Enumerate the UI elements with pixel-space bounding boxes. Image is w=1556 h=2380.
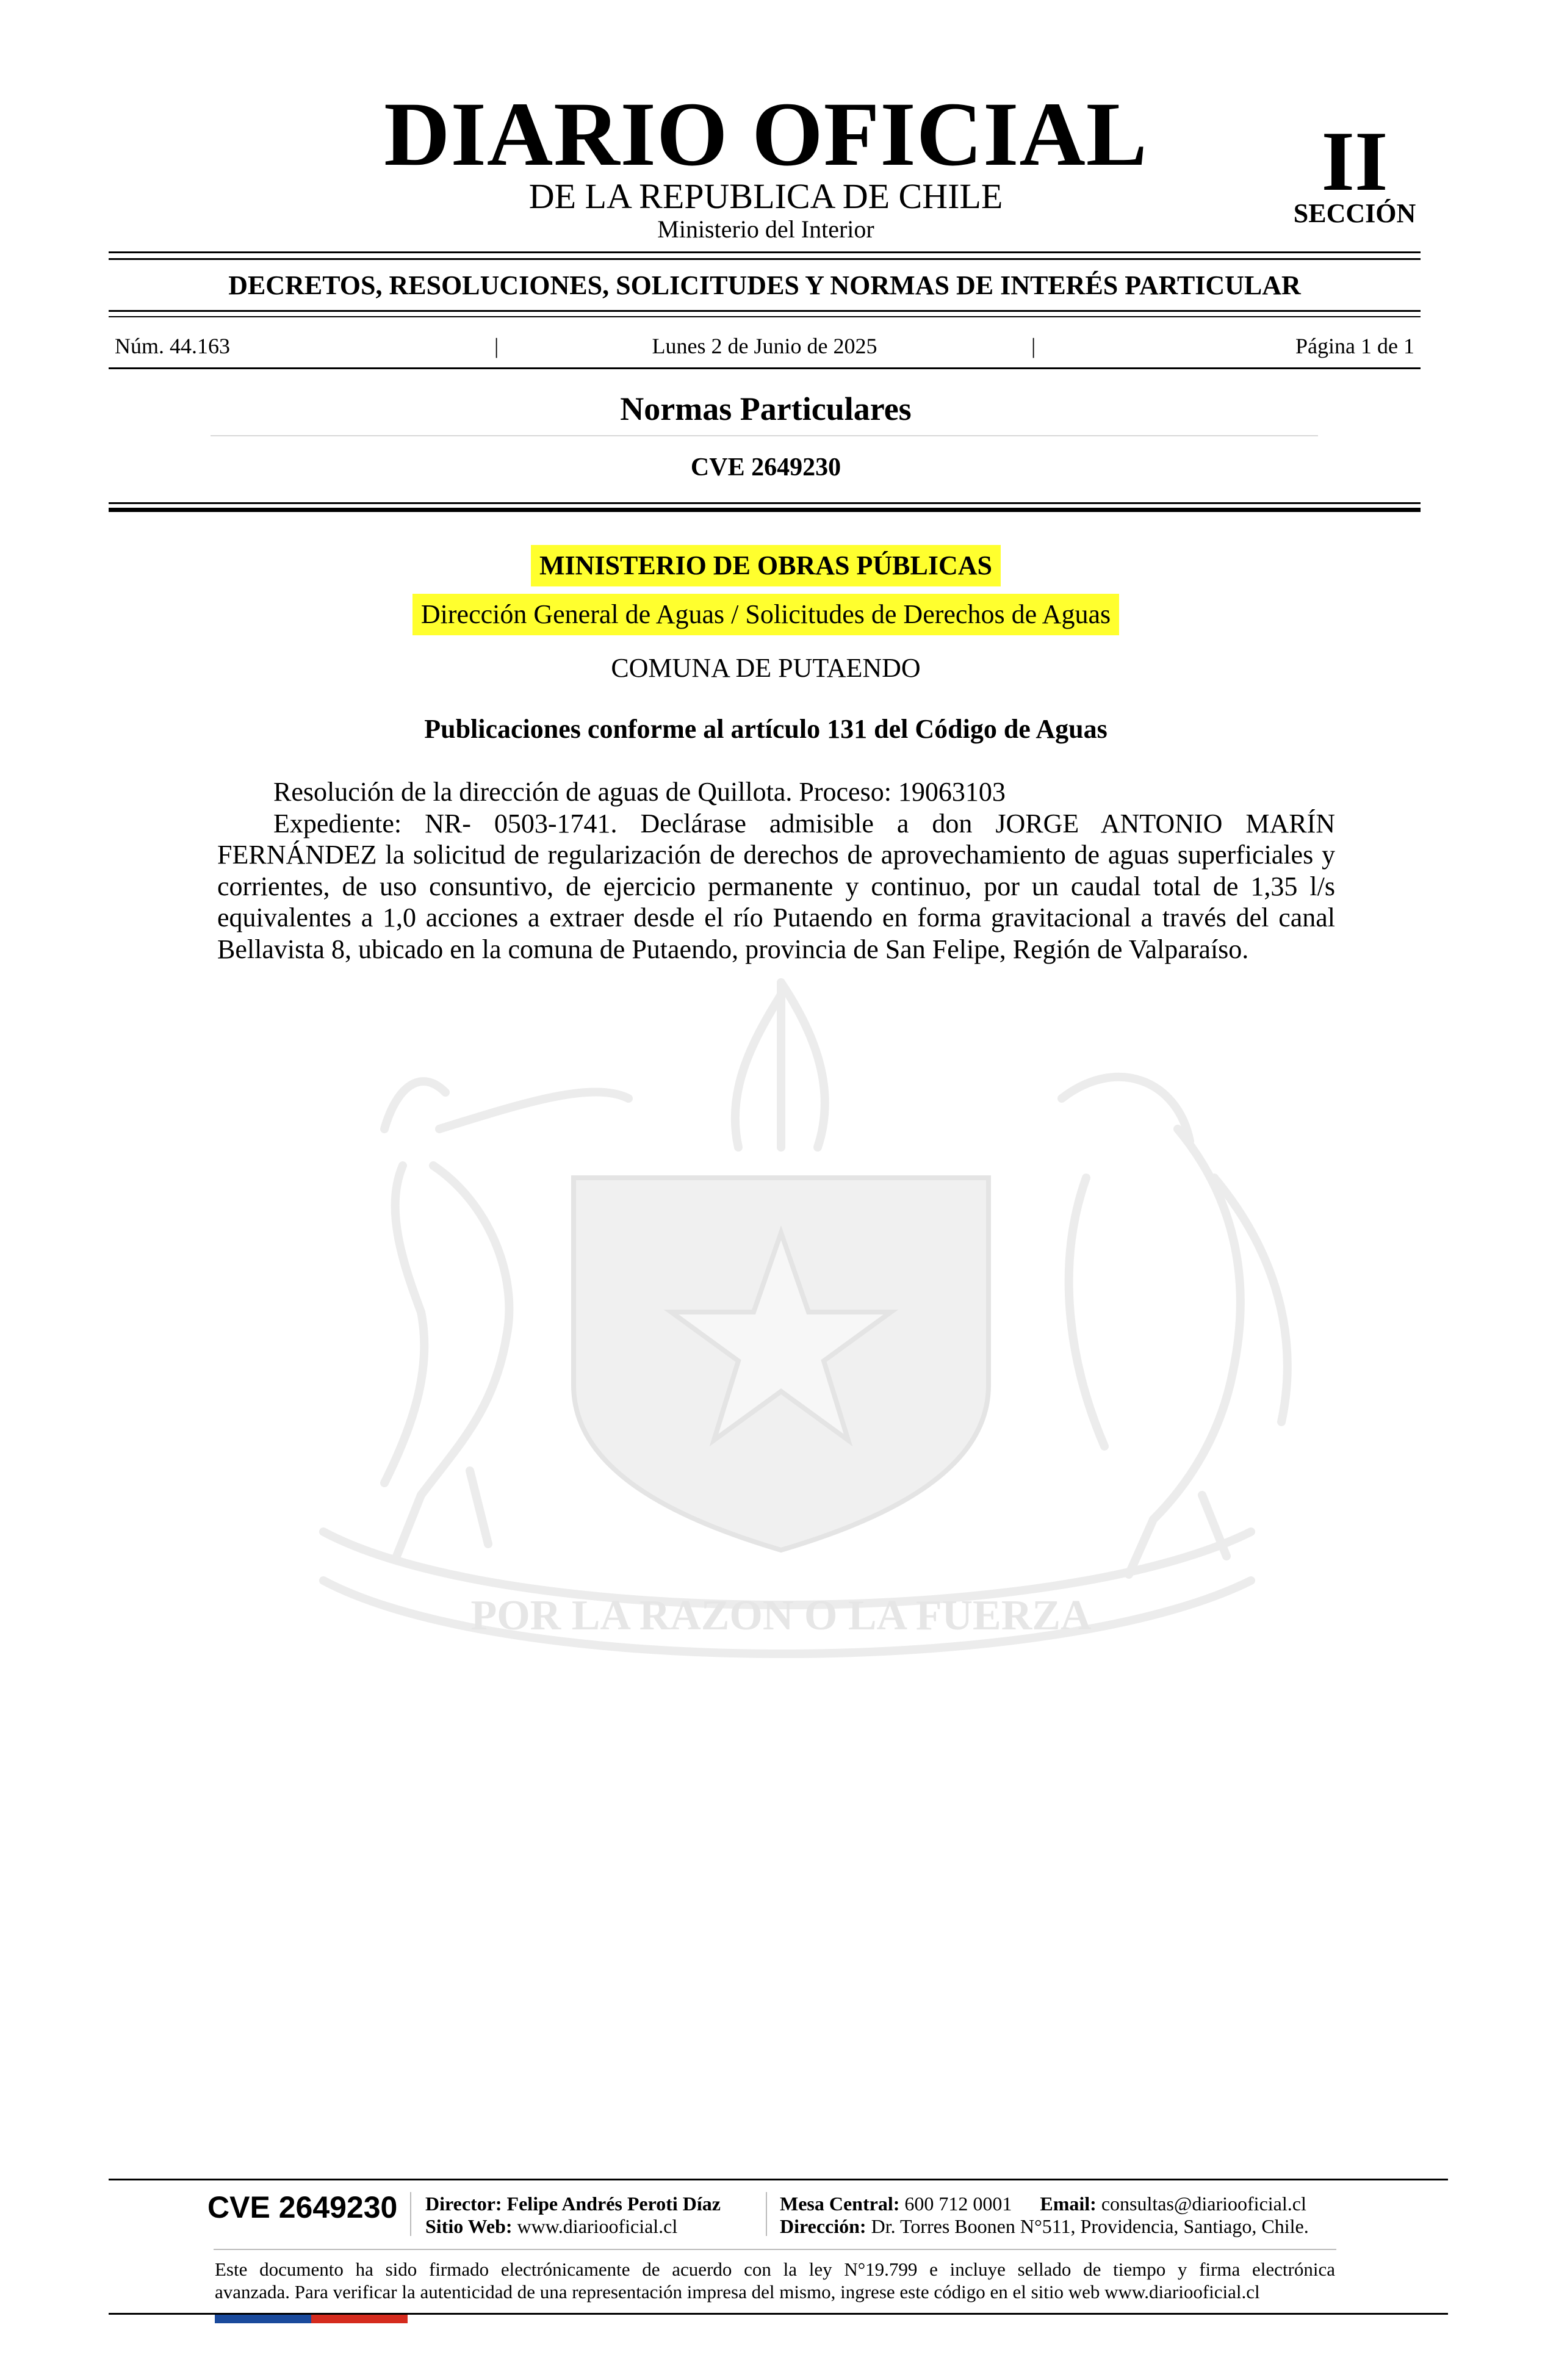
issue-page: Página 1 de 1 (1295, 334, 1414, 358)
divider-rule (109, 502, 1421, 504)
email-link[interactable]: consultas@diariooficial.cl (1101, 2193, 1306, 2215)
issue-info-row (109, 333, 1421, 359)
email-label: Email: (1040, 2193, 1097, 2215)
masthead-ministry: Ministerio del Interior (657, 215, 874, 243)
footer-signature-note (215, 2258, 1335, 2303)
ministry-highlight: MINISTERIO DE OBRAS PÚBLICAS (531, 545, 1001, 586)
masthead-subtitle: DE LA REPUBLICA DE CHILE (528, 176, 1003, 216)
footer-cve-code: CVE 2649230 (207, 2190, 398, 2224)
divider-rule (109, 258, 1421, 260)
body-paragraph: Expediente: NR- 0503-1741. Declárase admisible a don JORGE ANTONIO MARÍN FERNÁNDEZ la solicitud de regularización de derechos de aprovechamiento de aguas superficiales y corrientes, de uso consuntivo, de ejercicio permanente y continuo, por un caudal total de 1,35 l/s equivalentes a 1,0 acciones a extraer desde el río Putaendo en forma gravitacional a través del canal Bellavista 8, ubicado en la comuna de Putaendo, provincia de San Felipe, Región de Valparaíso. (217, 808, 1335, 964)
issue-date: Lunes 2 de Junio de 2025 (652, 334, 877, 358)
footer-divider (410, 2192, 411, 2236)
divider-rule (109, 367, 1421, 369)
footer-site (425, 2215, 677, 2238)
body-paragraph: Resolución de la dirección de aguas de Quillota. Proceso: 19063103 (273, 777, 1006, 807)
flag-stripe-red (311, 2315, 408, 2323)
direction-highlight: Dirección General de Aguas / Solicitudes de Derechos de Aguas (412, 594, 1119, 635)
footer-contact (780, 2192, 1306, 2215)
director-label: Director: (425, 2193, 502, 2215)
footer-note-line: Este documento ha sido firmado electrónicamente de acuerdo con la ley N°19.799 e incluye sellado de tiempo y firma electrónica (215, 2259, 1335, 2280)
section-numeral: II (1321, 114, 1388, 209)
footer-note-line: avanzada. Para verificar la autenticidad de una representación impresa del mismo, ingrese este código en el sitio web www.diariooficial.cl (215, 2281, 1260, 2302)
director-name: Felipe Andrés Peroti Díaz (506, 2193, 721, 2215)
address-value: Dr. Torres Boonen N°511, Providencia, Santiago, Chile. (871, 2215, 1309, 2237)
divider-rule (109, 251, 1421, 253)
divider-rule (109, 508, 1421, 512)
footer-director (425, 2192, 721, 2215)
article-heading: Publicaciones conforme al artículo 131 del Código de Aguas (424, 714, 1108, 744)
site-link[interactable]: www.diariooficial.cl (517, 2215, 678, 2237)
direction-heading (0, 594, 1532, 635)
norms-title: Normas Particulares (620, 391, 912, 427)
footer-divider (766, 2192, 767, 2236)
address-label: Dirección: (780, 2215, 866, 2237)
issue-number: Núm. 44.163 (115, 334, 230, 358)
norms-underline (211, 435, 1318, 436)
footer-rule (214, 2249, 1336, 2250)
commune-heading: COMUNA DE PUTAENDO (611, 653, 921, 683)
issue-separator: | (1031, 334, 1036, 358)
mesa-phone: 600 712 0001 (904, 2193, 1012, 2215)
watermark-motto: POR LA RAZON O LA FUERZA (470, 1592, 1092, 1639)
footer-rule (109, 2179, 1448, 2180)
footer-address (780, 2215, 1309, 2238)
divider-rule (109, 310, 1421, 312)
coat-of-arms-watermark (201, 946, 1361, 1690)
site-label: Sitio Web: (425, 2215, 513, 2237)
mesa-label: Mesa Central: (780, 2193, 900, 2215)
cve-code: CVE 2649230 (690, 453, 841, 481)
flag-stripe-blue (215, 2315, 311, 2323)
decree-heading: DECRETOS, RESOLUCIONES, SOLICITUDES Y NORMAS DE INTERÉS PARTICULAR (228, 270, 1301, 300)
issue-separator: | (494, 334, 499, 358)
ministry-heading (0, 545, 1532, 586)
publication-body (217, 776, 1335, 965)
masthead-title: DIARIO OFICIAL (384, 84, 1148, 185)
divider-rule (109, 316, 1421, 317)
section-label: SECCIÓN (1293, 198, 1416, 228)
